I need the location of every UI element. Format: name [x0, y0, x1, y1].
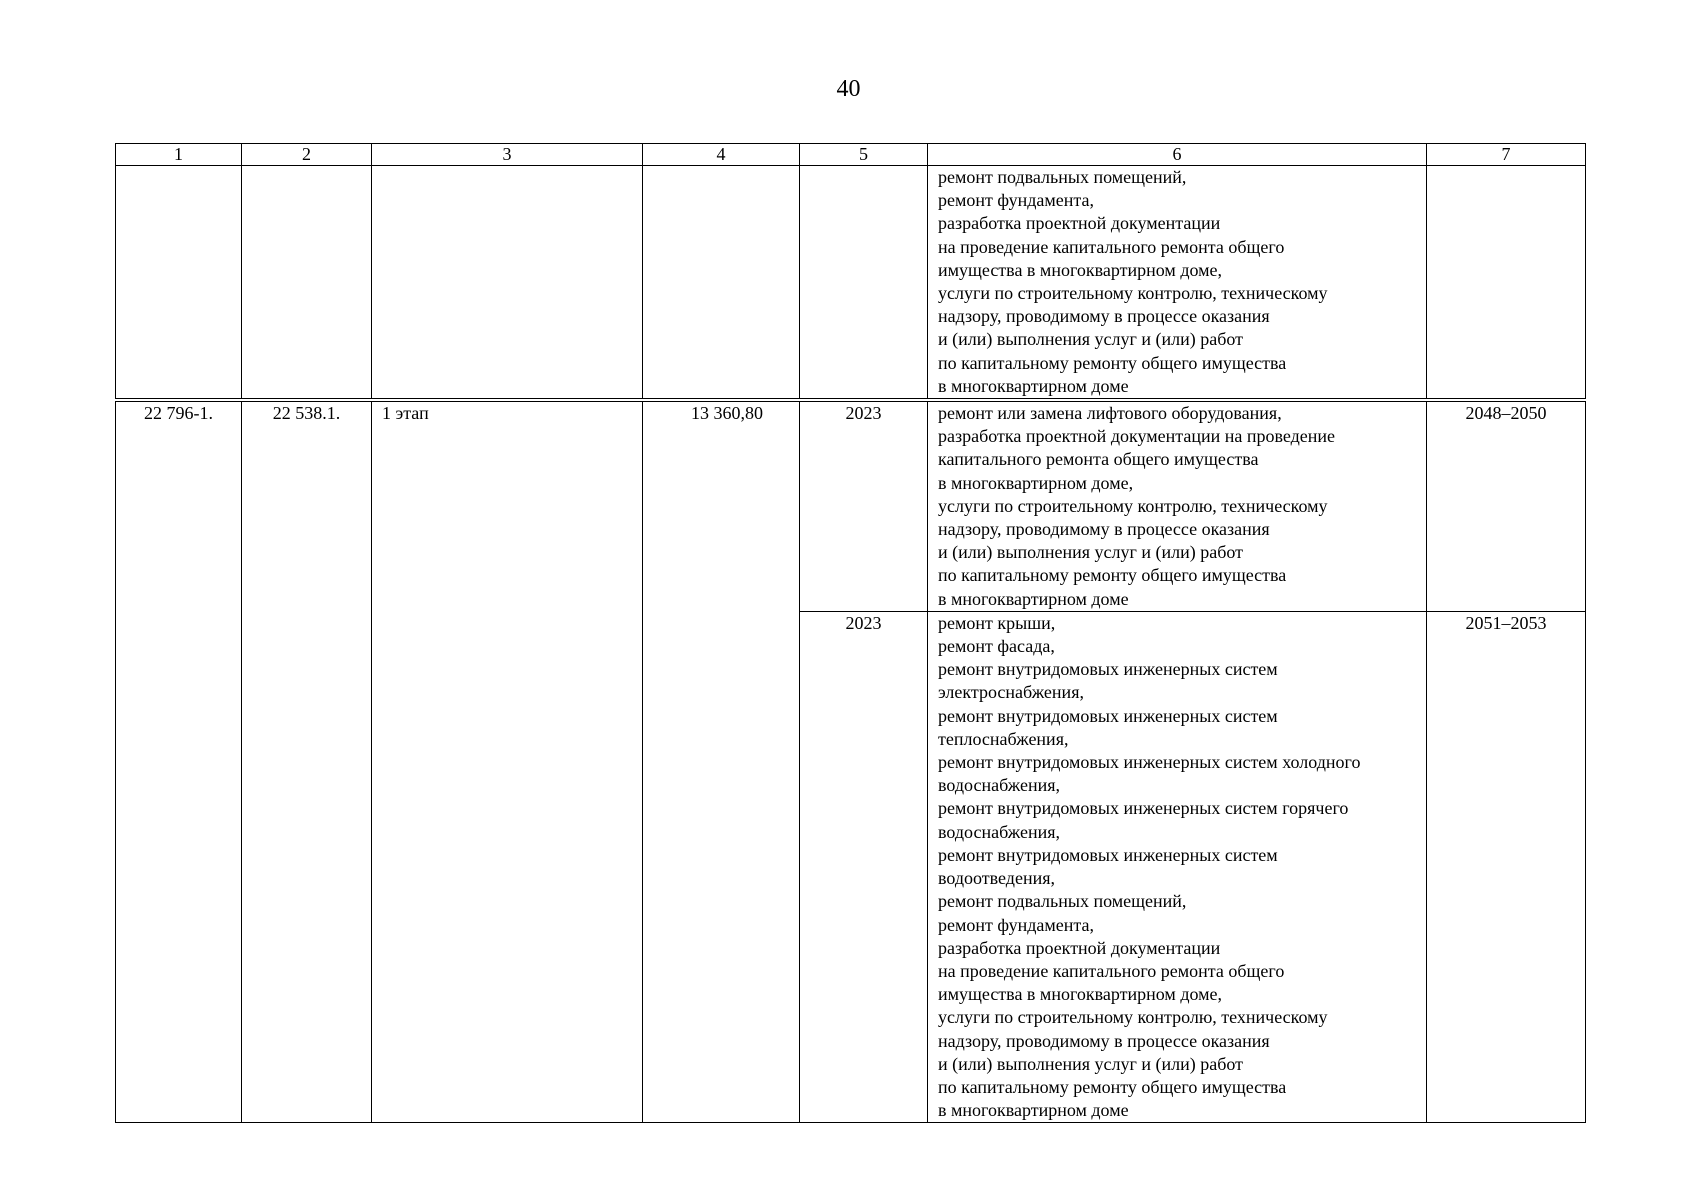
- cell-amount: 13 360,80: [643, 400, 800, 1123]
- capital-repair-table: [115, 143, 1586, 1123]
- cell-year: [800, 166, 928, 401]
- table-row: [116, 166, 1586, 401]
- column-number: 5: [800, 144, 928, 166]
- cell-works-description: ремонт подвальных помещений, ремонт фундамента, разработка проектной документации на проведение капитального ремонта общего имущества в многоквартирном доме, услуги по строительному контролю, техническому надзору, проводимому в процессе оказания и (или) выполнения услуг и (или) работ по капитальному ремонту общего имущества в многоквартирном доме: [928, 166, 1427, 401]
- cell-period: [1427, 166, 1586, 401]
- cell-year: 2023: [800, 611, 928, 1122]
- cell-address-id: 22 796-1.: [116, 400, 242, 1123]
- column-number: 3: [372, 144, 643, 166]
- column-number: 4: [643, 144, 800, 166]
- cell-stage: 1 этап: [372, 400, 643, 1123]
- cell-period: 2048–2050: [1427, 400, 1586, 611]
- column-number: 6: [928, 144, 1427, 166]
- column-number: 7: [1427, 144, 1586, 166]
- cell-works-description: ремонт или замена лифтового оборудования, разработка проектной документации на проведение капитального ремонта общего имущества в многоквартирном доме, услуги по строительному контролю, техническому надзору, проводимому в процессе оказания и (или) выполнения услуг и (или) работ по капитальному ремонту общего имущества в многоквартирном доме: [928, 400, 1427, 611]
- cell-register-id: [242, 166, 372, 401]
- column-number: 2: [242, 144, 372, 166]
- cell-stage: [372, 166, 643, 401]
- column-number: 1: [116, 144, 242, 166]
- page-number: 40: [836, 76, 861, 102]
- cell-period: 2051–2053: [1427, 611, 1586, 1122]
- cell-year: 2023: [800, 400, 928, 611]
- column-number-row: [116, 144, 1586, 166]
- cell-works-description: ремонт крыши, ремонт фасада, ремонт внутридомовых инженерных систем электроснабжения, ремонт внутридомовых инженерных систем теплоснабжения, ремонт внутридомовых инженерных систем холодного водоснабжения, ремонт внутридомовых инженерных систем горячего водоснабжения, ремонт внутридомовых инженерных систем водоотведения, ремонт подвальных помещений, ремонт фундамента, разработка проектной документации на проведение капитального ремонта общего имущества в многоквартирном доме, услуги по строительному контролю, техническому надзору, проводимому в процессе оказания и (или) выполнения услуг и (или) работ по капитальному ремонту общего имущества в многоквартирном доме: [928, 611, 1427, 1122]
- cell-address-id: [116, 166, 242, 401]
- cell-amount: [643, 166, 800, 401]
- cell-register-id: 22 538.1.: [242, 400, 372, 1123]
- table-row: [116, 400, 1586, 611]
